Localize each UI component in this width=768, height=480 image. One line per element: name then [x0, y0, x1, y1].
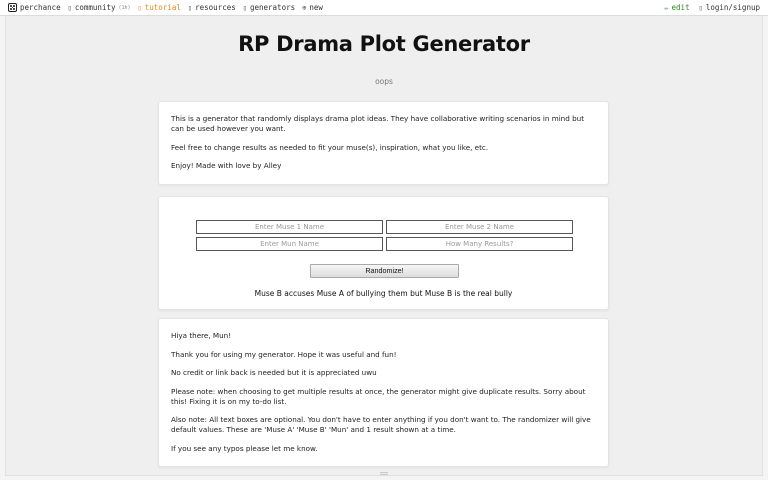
intro-paragraph: Enjoy! Made with love by Alley — [171, 161, 282, 170]
plus-circle-icon: ⊕ — [302, 3, 307, 12]
nav-login[interactable] — [699, 3, 760, 12]
muse2-input[interactable] — [386, 220, 573, 234]
user-icon: ▯ — [698, 3, 703, 12]
intro-paragraph: This is a generator that randomly displays drama plot ideas. They have collaborative writing scenarios in mind but can be used however you want. — [171, 114, 585, 133]
outro-paragraph: Also note: All text boxes are optional. You don't have to enter anything if you don't want to. The randomizer will give default values. These are 'Muse A' 'Muse B' 'Mun' and 1 result shown at a time. — [171, 415, 591, 434]
nav-tutorial-label: tutorial — [144, 3, 181, 12]
mun-input[interactable] — [196, 237, 383, 251]
nav-generators[interactable] — [243, 3, 295, 12]
outro-paragraph: If you see any typos please let me know. — [171, 443, 318, 453]
resources-icon: ▯ — [187, 3, 193, 12]
outro-paragraph: Thank you for using my generator. Hope it was useful and fun! — [171, 349, 397, 359]
generator-card — [158, 196, 609, 310]
intro-paragraph: Feel free to change results as needed to fit your muse(s), inspiration, what you like, etc. — [171, 142, 489, 152]
generator-result: Muse B accuses Muse A of bullying them but Muse B is the real bully — [254, 289, 513, 298]
intro-card — [158, 101, 609, 185]
nav-edit[interactable] — [664, 3, 689, 12]
community-count: (1h) — [118, 4, 131, 11]
generators-icon: ▯ — [242, 3, 247, 12]
page-title: RP Drama Plot Generator — [238, 32, 530, 56]
nav-community-label: community — [74, 3, 116, 12]
nav-right — [664, 3, 760, 12]
nav-login-label: login/signup — [705, 3, 760, 12]
nav-resources[interactable] — [188, 3, 236, 12]
page-subtitle: oops — [375, 77, 393, 86]
dice-logo-icon — [8, 3, 17, 12]
top-nav-bar — [0, 0, 768, 16]
muse1-input[interactable] — [196, 220, 383, 234]
outro-paragraph: Please note: when choosing to get multiple results at once, the generator might give duplicate results. Sorry about this! Fixing it is on my to-do list. — [171, 386, 586, 406]
outro-paragraph: Hiya there, Mun! — [171, 331, 232, 340]
nav-new[interactable] — [302, 3, 323, 12]
pencil-icon: ✏ — [664, 3, 669, 12]
result-count-input[interactable] — [386, 237, 573, 251]
tutorial-icon: ▯ — [137, 3, 142, 12]
nav-generators-label: generators — [249, 3, 296, 12]
nav-left — [8, 3, 323, 12]
outro-paragraph: No credit or link back is needed but it is appreciated uwu — [171, 368, 377, 377]
outro-card — [158, 318, 609, 467]
nav-tutorial[interactable] — [138, 3, 181, 12]
nav-brand-label: perchance — [20, 3, 61, 12]
nav-community[interactable] — [68, 3, 131, 12]
community-icon: ▯ — [67, 3, 72, 12]
nav-resources-label: resources — [195, 3, 236, 12]
nav-brand[interactable] — [8, 3, 61, 12]
nav-new-label: new — [309, 3, 323, 12]
randomize-button[interactable]: Randomize! — [310, 264, 459, 278]
nav-edit-label: edit — [671, 3, 690, 12]
resize-grip-icon[interactable] — [380, 472, 388, 475]
